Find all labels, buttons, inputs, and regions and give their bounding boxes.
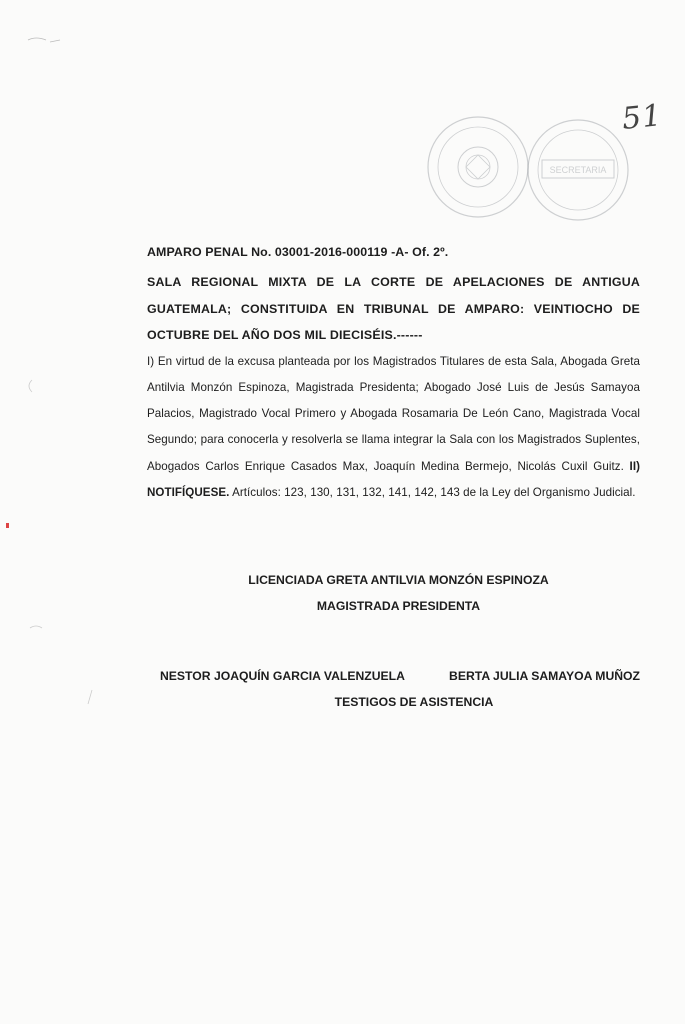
witness-name-1: NESTOR JOAQUÍN GARCIA VALENZUELA <box>160 669 405 683</box>
signatory-title: MAGISTRADA PRESIDENTA <box>316 599 481 613</box>
witnesses-role: TESTIGOS DE ASISTENCIA <box>334 695 494 709</box>
resolution-header: SALA REGIONAL MIXTA DE LA CORTE DE APELACIONES DE ANTIGUA GUATEMALA; CONSTITUIDA EN TRIBUNAL DE AMPARO: VEINTIOCHO DE OCTUBRE DEL AÑO DOS MIL DIECISÉIS.------ <box>147 275 640 342</box>
case-number: AMPARO PENAL No. 03001-2016-000119 -A- Of. 2º. <box>147 245 449 259</box>
signatory-name: LICENCIADA GRETA ANTILVIA MONZÓN ESPINOZA <box>248 573 549 587</box>
witness-name-2: BERTA JULIA SAMAYOA MUÑOZ <box>449 669 640 683</box>
stamp-label: SECRETARIA <box>549 165 607 175</box>
resolution-part-2: Artículos: 123, 130, 131, 132, 141, 142, 143 de la Ley del Organismo Judicial. <box>232 485 636 499</box>
notify-label: II) NOTIFÍQUESE. <box>147 459 640 499</box>
handwritten-folio-number: 51 <box>620 97 664 138</box>
resolution-part-1: I) En virtud de la excusa planteada por los Magistrados Titulares de esta Sala, Abogada Greta Antilvia Monzón Espinoza, Magistrada Presidenta; Abogado José Luis de Jesús Samayoa Palacios, Magistrado Vocal Primero y Abogada Rosamaria De León Cano, Magistrada Vocal Segundo; para conocerla y resolverla se llama integrar la Sala con los Magistrados Suplentes, Abogados Carlos Enrique Casados Max, Joaquín Medina Bermejo, Nicolás Cuxil Guitz. <box>147 354 640 473</box>
